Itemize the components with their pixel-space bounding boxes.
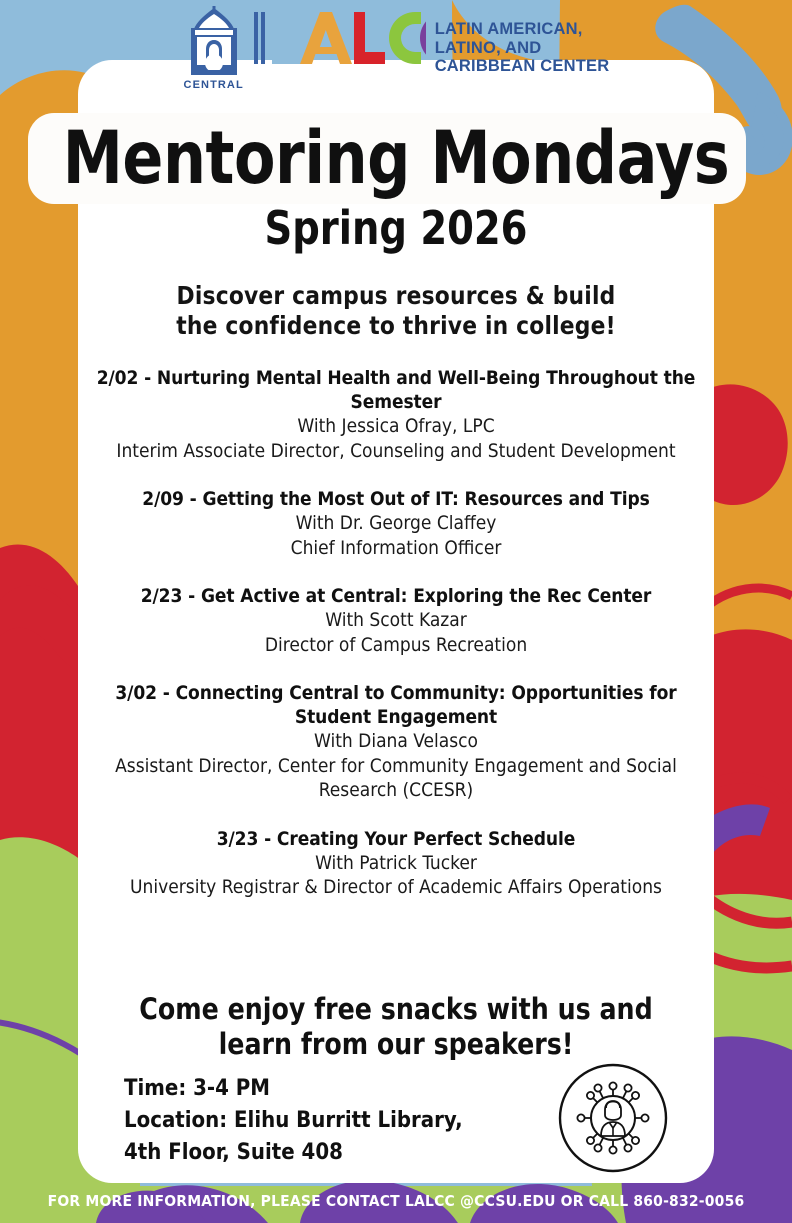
lalcc-full-name (435, 20, 610, 76)
lalcc-acronym (254, 10, 426, 70)
session-title: 2/23 - Get Active at Central: Exploring the Rec Center (140, 585, 652, 607)
tagline-line-2: the confidence to thrive in college! (176, 311, 616, 340)
session-item (96, 681, 696, 803)
event-location-line-1: Location: Elihu Burritt Library, (124, 1108, 463, 1133)
session-title: 3/02 - Connecting Central to Community: Opportunities for Student Engagement (115, 682, 677, 728)
event-details (124, 1073, 544, 1169)
session-speaker: With Diana Velasco (313, 730, 479, 752)
session-role: Assistant Director, Center for Community Engagement and Social Research (CCESR) (115, 754, 677, 801)
session-item (96, 584, 696, 657)
session-role: Director of Campus Recreation (264, 633, 528, 656)
session-role: Chief Information Officer (290, 536, 502, 559)
mentor-network-icon (557, 1062, 669, 1174)
session-speaker: With Jessica Ofray, LPC (297, 415, 495, 437)
poster-title: Mentoring Mondays (62, 116, 730, 201)
session-role: Interim Associate Director, Counseling and Student Development (116, 439, 676, 462)
seal-label: CENTRAL (183, 79, 244, 91)
tagline-line-1: Discover campus resources & build (176, 281, 616, 310)
ccsu-seal-block (183, 6, 245, 91)
call-to-action (105, 992, 687, 1062)
session-title: 3/23 - Creating Your Perfect Schedule (216, 827, 576, 850)
cta-line-1: Come enjoy free snacks with us and (139, 992, 653, 1026)
session-item (96, 487, 696, 560)
footer-contact: FOR MORE INFORMATION, PLEASE CONTACT LALCC @CCSU.EDU OR CALL 860-832-0056 (47, 1192, 745, 1210)
cta-line-2: learn from our speakers! (218, 1027, 574, 1061)
session-speaker: With Patrick Tucker (315, 851, 477, 874)
lalcc-name-line-2: LATINO, AND (434, 38, 542, 57)
session-title: 2/09 - Getting the Most Out of IT: Resources and Tips (142, 488, 650, 510)
session-item (96, 827, 696, 900)
lalcc-name-line-1: LATIN AMERICAN, (434, 20, 583, 38)
lalcc-logo (0, 0, 792, 108)
session-role: University Registrar & Director of Academic Affairs Operations (130, 876, 662, 898)
ccsu-bell-tower-icon (185, 6, 243, 78)
mentor-network-badge (557, 1062, 669, 1179)
lalcc-acronym-icon (254, 10, 426, 70)
session-title: 2/02 - Nurturing Mental Health and Well-Being Throughout the Semester (96, 367, 696, 413)
event-time: Time: 3-4 PM (124, 1076, 270, 1101)
poster-subtitle: Spring 2026 (264, 201, 528, 255)
session-speaker: With Scott Kazar (325, 609, 467, 631)
session-item (96, 366, 696, 463)
lalcc-name-line-3: CARIBBEAN CENTER (434, 57, 610, 75)
session-list (96, 366, 696, 900)
event-location-line-2: 4th Floor, Suite 408 (124, 1140, 343, 1165)
session-speaker: With Dr. George Claffey (295, 512, 497, 534)
poster-tagline (105, 281, 687, 341)
